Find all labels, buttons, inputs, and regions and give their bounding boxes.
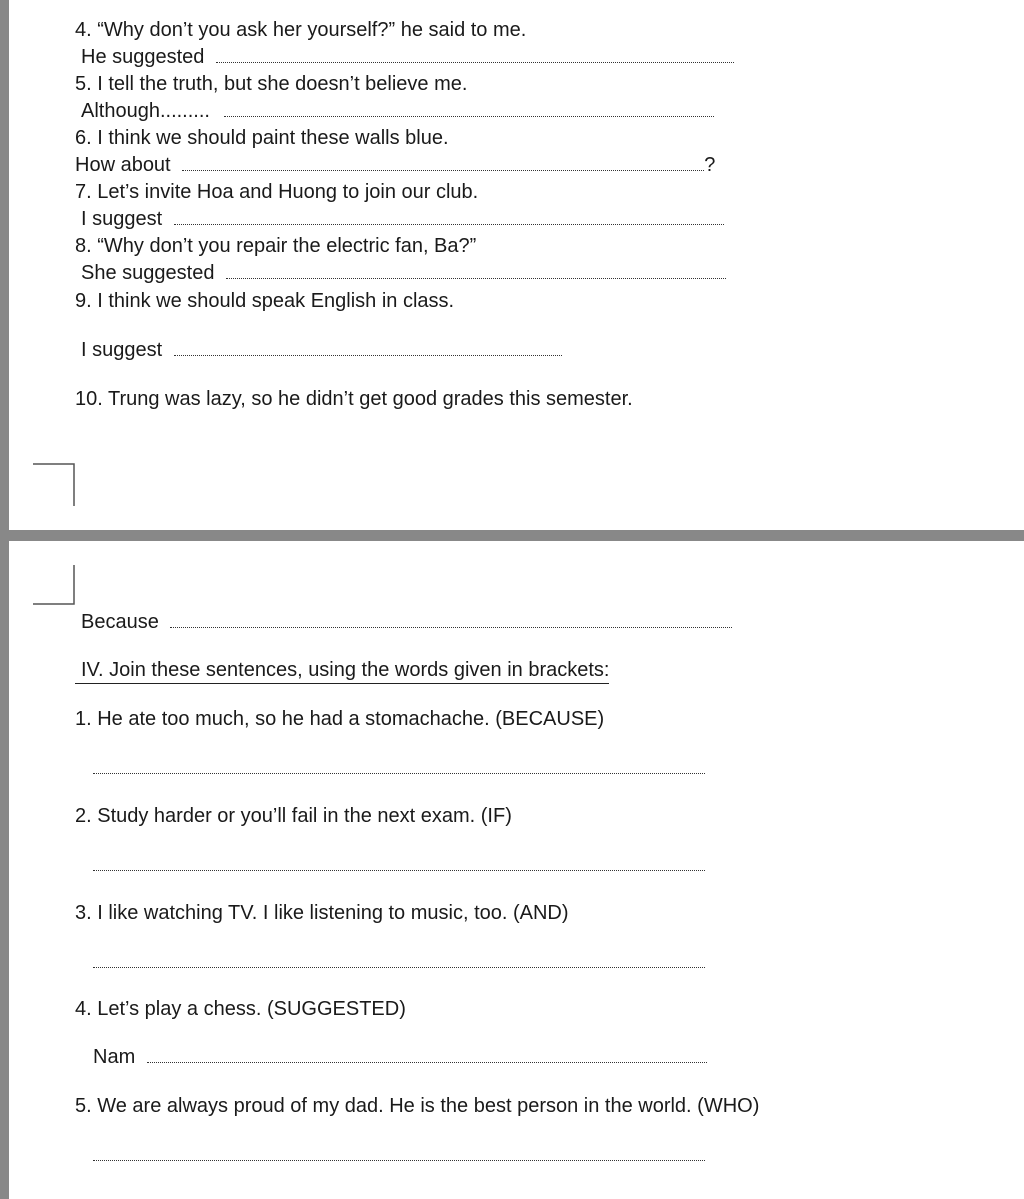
join-item-4: 4. Let’s play a chess. (SUGGESTED) <box>75 998 406 1020</box>
section-heading-iv: IV. Join these sentences, using the words given in brackets: <box>75 658 609 684</box>
answer-line-4 <box>81 45 734 69</box>
join-item-2: 2. Study harder or you’ll fail in the next exam. (IF) <box>75 805 512 827</box>
question-4: 4. “Why don’t you ask her yourself?” he said to me. <box>75 19 527 41</box>
answer-prefix: I suggest <box>81 339 163 361</box>
worksheet-page-1 <box>9 0 1024 530</box>
answer-prefix: Although......... <box>81 100 210 122</box>
blank-line[interactable] <box>174 208 724 225</box>
join-item-5: 5. We are always proud of my dad. He is the best person in the world. (WHO) <box>75 1095 760 1117</box>
question-6: 6. I think we should paint these walls blue. <box>75 127 449 149</box>
blank-line[interactable] <box>93 965 705 968</box>
blank-line[interactable] <box>216 46 734 63</box>
question-9: 9. I think we should speak English in class. <box>75 290 455 312</box>
answer-line-10 <box>81 610 732 634</box>
page-corner-mark <box>31 563 81 609</box>
question-8: 8. “Why don’t you repair the electric fan, Ba?” <box>75 235 477 257</box>
blank-line[interactable] <box>147 1046 707 1063</box>
answer-prefix: How about <box>75 154 171 176</box>
blank-line[interactable] <box>93 868 705 871</box>
blank-line[interactable] <box>224 100 714 117</box>
answer-prefix: Nam <box>93 1046 136 1068</box>
worksheet-page-2 <box>9 541 1024 1199</box>
join-item-3: 3. I like watching TV. I like listening to music, too. (AND) <box>75 902 569 924</box>
blank-line[interactable] <box>170 611 732 628</box>
blank-line[interactable] <box>226 262 726 279</box>
question-10: 10. Trung was lazy, so he didn’t get good grades this semester. <box>75 388 633 410</box>
answer-prefix: He suggested <box>81 46 205 68</box>
answer-line-9 <box>81 338 562 362</box>
blank-line[interactable] <box>174 339 562 356</box>
question-mark: ? <box>704 154 716 176</box>
page-corner-mark <box>31 460 81 510</box>
answer-prefix: I suggest <box>81 208 163 230</box>
question-7: 7. Let’s invite Hoa and Huong to join our club. <box>75 181 479 203</box>
answer-prefix: Because <box>81 611 159 633</box>
question-5: 5. I tell the truth, but she doesn’t believe me. <box>75 73 468 95</box>
join-item-1: 1. He ate too much, so he had a stomachache. (BECAUSE) <box>75 708 605 730</box>
blank-line[interactable] <box>93 1158 705 1161</box>
answer-prefix: She suggested <box>81 262 215 284</box>
answer-line-6 <box>75 153 715 177</box>
blank-line[interactable] <box>93 771 705 774</box>
blank-line[interactable] <box>182 154 704 171</box>
answer-line-nam <box>93 1045 707 1069</box>
answer-line-7 <box>81 207 724 231</box>
answer-line-5 <box>81 99 714 123</box>
answer-line-8 <box>81 261 726 285</box>
